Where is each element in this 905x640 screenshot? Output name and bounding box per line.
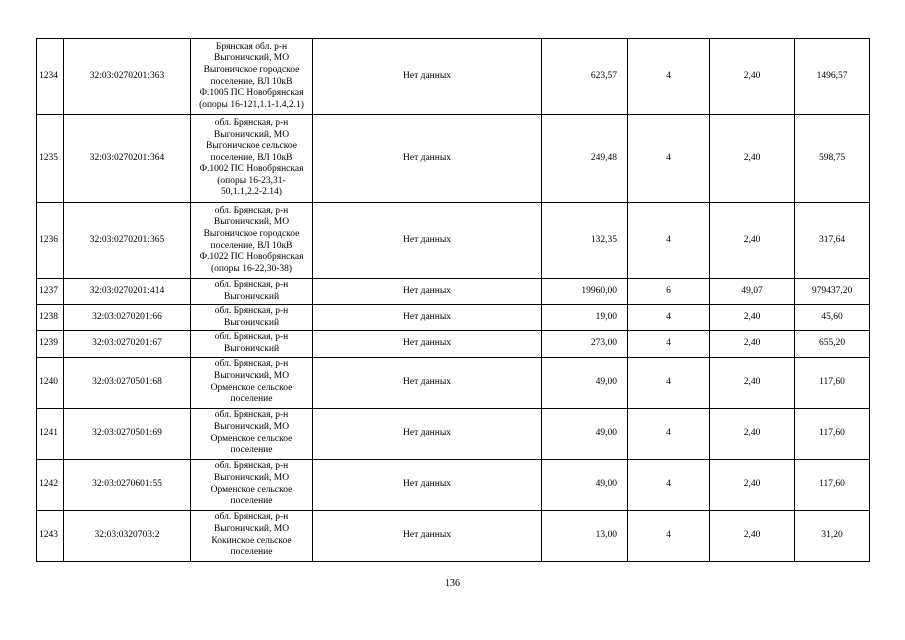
group-cell: 4 [628, 510, 710, 561]
cadastral-number: 32:03:0270201:67 [64, 331, 191, 357]
area-cell: 19960,00 [542, 279, 628, 305]
address-line: 50,1.1,2.2-2.14) [221, 187, 282, 198]
address-cell [191, 459, 313, 510]
row-number: 1242 [37, 459, 64, 510]
row-number: 1239 [37, 331, 64, 357]
address-line: Ф.1005 ПС Новобрянская [199, 88, 304, 99]
status-cell: Нет данных [313, 331, 542, 357]
address-cell [191, 357, 313, 408]
address-line: Выгоничский, МО [213, 129, 290, 140]
value-cell: 655,20 [795, 331, 870, 357]
status-cell: Нет данных [313, 203, 542, 279]
address-line: (опоры 16-121,1.1-1.4,2.1) [199, 99, 304, 110]
address-line: обл. Брянская, р-н [214, 280, 289, 290]
table-row [37, 331, 870, 357]
address-line: Выгоничский, МО [213, 53, 290, 64]
address-line: Выгоничский [223, 291, 280, 302]
row-number: 1243 [37, 510, 64, 561]
group-cell: 4 [628, 459, 710, 510]
address-line: Выгоничское сельское [206, 141, 297, 152]
cadastral-number: 32:03:0270601:55 [64, 459, 191, 510]
table-row [37, 115, 870, 203]
status-cell: Нет данных [313, 510, 542, 561]
address-line: поселение [230, 547, 273, 558]
rate-cell: 2,40 [710, 510, 795, 561]
address-line: Выгоничский [223, 317, 280, 328]
table-row [37, 39, 870, 115]
rate-cell: 2,40 [710, 39, 795, 115]
address-line: Ф.1002 ПС Новобрянская [199, 164, 304, 175]
address-line: (опоры 16-22,30-38) [210, 263, 293, 274]
table-row [37, 510, 870, 561]
address-line: обл. Брянская, р-н [214, 359, 289, 370]
rate-cell: 2,40 [710, 408, 795, 459]
address-line: поселение, ВЛ 10кВ [210, 240, 293, 251]
value-cell: 117,60 [795, 408, 870, 459]
address-cell [191, 408, 313, 459]
address-cell [191, 331, 313, 357]
address-line: Выгоничский, МО [213, 421, 290, 432]
area-cell: 273,00 [542, 331, 628, 357]
area-cell: 623,57 [542, 39, 628, 115]
address-line: Выгоничское городское [203, 64, 300, 75]
value-cell: 45,60 [795, 305, 870, 331]
group-cell: 4 [628, 408, 710, 459]
address-line: обл. Брянская, р-н [214, 306, 289, 317]
area-cell: 13,00 [542, 510, 628, 561]
group-cell: 4 [628, 305, 710, 331]
rate-cell: 2,40 [710, 305, 795, 331]
status-cell: Нет данных [313, 305, 542, 331]
address-line: поселение [230, 394, 273, 405]
group-cell: 4 [628, 331, 710, 357]
area-cell: 49,00 [542, 459, 628, 510]
group-cell: 6 [628, 279, 710, 305]
table-body [37, 39, 870, 562]
rate-cell: 2,40 [710, 115, 795, 203]
value-cell: 1496,57 [795, 39, 870, 115]
cadastral-number: 32:03:0320703:2 [64, 510, 191, 561]
status-cell: Нет данных [313, 39, 542, 115]
cadastral-number: 32:03:0270501:68 [64, 357, 191, 408]
area-cell: 132,35 [542, 203, 628, 279]
address-line: Выгоничский, МО [213, 217, 290, 228]
status-cell: Нет данных [313, 408, 542, 459]
address-line: обл. Брянская, р-н [214, 205, 289, 216]
value-cell: 979437,20 [795, 279, 870, 305]
value-cell: 31,20 [795, 510, 870, 561]
row-number: 1240 [37, 357, 64, 408]
value-cell: 598,75 [795, 115, 870, 203]
cadastral-number: 32:03:0270201:363 [64, 39, 191, 115]
address-line: Ф.1022 ПС Новобрянская [199, 252, 304, 263]
address-line: обл. Брянская, р-н [214, 117, 289, 128]
address-line: Выгоничский, МО [213, 523, 290, 534]
address-line: поселение, ВЛ 10кВ [210, 76, 293, 87]
address-line: Орменское сельское [210, 484, 293, 495]
value-cell: 317,64 [795, 203, 870, 279]
address-cell [191, 115, 313, 203]
cadastral-number: 32:03:0270201:364 [64, 115, 191, 203]
address-cell [191, 39, 313, 115]
rate-cell: 2,40 [710, 331, 795, 357]
status-cell: Нет данных [313, 115, 542, 203]
status-cell: Нет данных [313, 357, 542, 408]
group-cell: 4 [628, 39, 710, 115]
group-cell: 4 [628, 357, 710, 408]
status-cell: Нет данных [313, 459, 542, 510]
group-cell: 4 [628, 115, 710, 203]
cadastral-number: 32:03:0270501:69 [64, 408, 191, 459]
rate-cell: 2,40 [710, 357, 795, 408]
row-number: 1241 [37, 408, 64, 459]
row-number: 1238 [37, 305, 64, 331]
value-cell: 117,60 [795, 459, 870, 510]
row-number: 1235 [37, 115, 64, 203]
area-cell: 49,00 [542, 408, 628, 459]
address-line: Выгоничский, МО [213, 370, 290, 381]
table-row [37, 357, 870, 408]
address-line: Орменское сельское [210, 382, 293, 393]
address-cell [191, 203, 313, 279]
address-line: поселение [230, 496, 273, 507]
address-line: поселение [230, 445, 273, 456]
row-number: 1237 [37, 279, 64, 305]
rate-cell: 2,40 [710, 203, 795, 279]
address-line: обл. Брянская, р-н [214, 410, 289, 421]
land-registry-table [36, 38, 870, 562]
address-line: Выгоничский, МО [213, 472, 290, 483]
status-cell: Нет данных [313, 279, 542, 305]
cadastral-number: 32:03:0270201:365 [64, 203, 191, 279]
table-row [37, 203, 870, 279]
address-line: Выгоничский [223, 343, 280, 354]
row-number: 1234 [37, 39, 64, 115]
group-cell: 4 [628, 203, 710, 279]
rate-cell: 49,07 [710, 279, 795, 305]
address-line: Кокинское сельское [211, 535, 292, 546]
table-row [37, 459, 870, 510]
address-line: обл. Брянская, р-н [214, 461, 289, 472]
address-line: обл. Брянская, р-н [214, 332, 289, 343]
value-cell: 117,60 [795, 357, 870, 408]
address-cell [191, 305, 313, 331]
area-cell: 19,00 [542, 305, 628, 331]
address-line: поселение, ВЛ 10кВ [210, 152, 293, 163]
table-row [37, 408, 870, 459]
address-cell [191, 279, 313, 305]
area-cell: 249,48 [542, 115, 628, 203]
page-number: 136 [445, 578, 460, 589]
area-cell: 49,00 [542, 357, 628, 408]
address-line: (опоры 16-23,31- [217, 175, 286, 186]
address-line: Брянская обл. р-н [215, 41, 288, 52]
rate-cell: 2,40 [710, 459, 795, 510]
address-line: Выгоничское городское [203, 228, 300, 239]
address-line: Орменское сельское [210, 433, 293, 444]
table-row [37, 305, 870, 331]
address-line: обл. Брянская, р-н [214, 512, 289, 523]
row-number: 1236 [37, 203, 64, 279]
table-row [37, 279, 870, 305]
cadastral-number: 32:03:0270201:414 [64, 279, 191, 305]
cadastral-number: 32:03:0270201:66 [64, 305, 191, 331]
address-cell [191, 510, 313, 561]
